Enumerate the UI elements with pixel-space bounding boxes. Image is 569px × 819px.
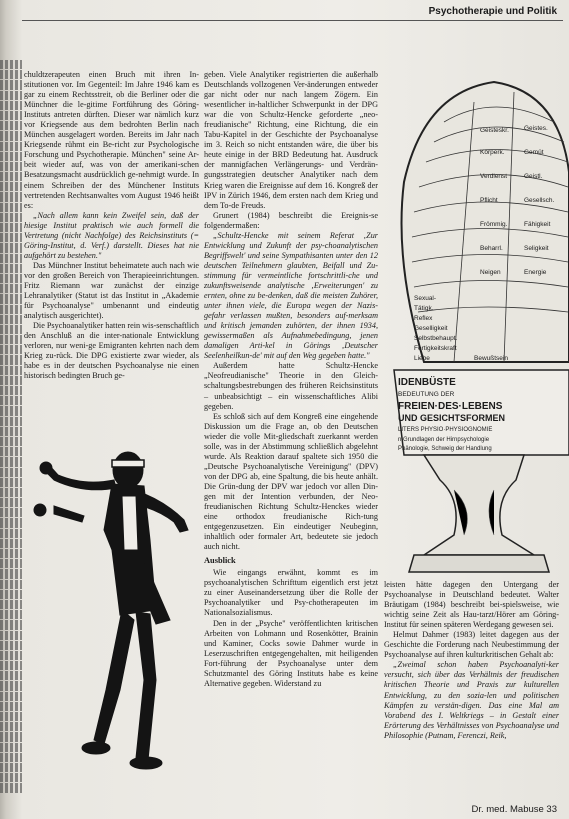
bust-label: Geisteskr. xyxy=(480,127,509,134)
previous-page-edge xyxy=(0,60,22,805)
subheading: Ausblick xyxy=(204,556,236,566)
paragraph: Grunert (1984) beschreibt die Ereignis-se folgendermaßen: xyxy=(204,210,378,230)
paragraph: Helmut Dahmer (1983) leitet dagegen aus der Geschichte die Forderung nach Neubestimmung der Psychoanalyse auf ihren kulturkritischen Gehalt ab: xyxy=(384,630,559,660)
lobe-label: Fertigkeitskraft xyxy=(414,345,457,352)
plaque-line: LITERS PHYSIO·PHYSIOGNOMIE xyxy=(398,427,493,433)
paragraph: geben. Viele Analytiker registrierten die außerhalb Deutschlands vollzogenen Ver-änderungen entweder gar nicht oder nur nach langem Zögern. Ein wesentlicher in-haltlicher Schwerpunkt in der DPG war die von Schultz-Hencke geforderte „neo-freudianische" Richtung, eine Richtung, die ein Tabu-Kapitel in der Geschichte der Psychoanalyse im 3. Reich so nicht entstanden wäre, die über bis heute einige in der BRD Bedeutung hat. Ausdruck der mannigfachen Verlängerungs- und Verdrän-gungsstrategien deutscher Analytiker nach dem Krieg waren die Ereignisse auf dem 16. Kongreß der IPV in Zürich 1946, dem ersten nach dem Krieg und dem To-de Freuds. xyxy=(204,70,378,210)
page-footer: Dr. med. Mabuse 33 xyxy=(471,804,557,815)
quote-paragraph: „Nach allem kann kein Zweifel sein, daß der hiesige Institut praktisch wie auch formell die Vertretung (nicht Nachfolge) des Reichsinstituts (= Göring-Institut, d. Verf.) darstellt. Dieses hat nie aufgehört zu bestehen." xyxy=(24,210,199,260)
column-1 xyxy=(24,70,199,381)
bust-label: Energie xyxy=(524,269,547,276)
bust-label: Verdienst xyxy=(480,173,508,180)
lobe-label: Bewußtsein xyxy=(474,355,508,362)
phrenology-bust-head xyxy=(384,62,569,382)
paragraph: Die Psychoanalytiker hatten rein wis-senschaftlich den Anschluß an die inter-nationale Entwicklung verloren, nur weni-ge Emigranten kehrten nach dem Krieg zu-rück. Die DPG existierte zwar wieder, als habe es in der deutschen Psychoanalyse nie einen historisch bedingten Bruch ge- xyxy=(24,321,199,381)
bust-label: Seligkeit xyxy=(524,245,549,252)
paragraph: Es schloß sich auf dem Kongreß eine eingehende Diskussion um die Frage an, ob den Deutschen wieder die volle Mit-gliedschaft zuerkannt werden solle, was in der Abstimmung schließlich abgelehnt wurde. Als Reaktion darauf spaltete sich 1950 die „Deutsche Psychoanalytische Vereinigung" (DPV) von der DPG ab, eine Spaltung, die bis heute anhält. Die Grün-dung der DPV war jedoch vor allen Din-gen mit der Intention verbunden, der Neo-freudianischen Richtung Schultz-Henckes wieder eine orthodox freudianische Rich-tung entgegenzusetzen. Ein eindeutiger Neubeginn, inhaltlich oder formaler Art, bedeutete sie jedoch auch nicht. xyxy=(204,411,378,552)
plaque-line: BEDEUTUNG DER xyxy=(398,391,455,398)
plaque-line: Phänologie, Schweig der Handlung xyxy=(398,446,492,452)
lobe-label: Selbstbehaupt. xyxy=(414,335,458,342)
quote-paragraph: „Zweimal schon haben Psychoanalyti-ker versucht, sich über das Verhältnis der freudischen kritischen Theorie und Praxis zur kulturellen Entwicklung, zu den sozia-len und politischen Kämpfen zu verstän-digen. Das eine Mal am Vorabend des I. Weltkriegs – in Gestalt einer Erörterung des Verhältnisses von Psychoanalyse und Philosophie (Putnam, Ferenczi, Reik, xyxy=(384,660,559,740)
section-header: Psychotherapie und Politik xyxy=(428,6,557,17)
bust-label: Frömmig. xyxy=(480,221,508,228)
bust-label: Geistes. xyxy=(524,125,548,132)
column-3 xyxy=(384,580,559,741)
paragraph: chuldtzerapeuten einen Bruch mit ihren In-stitutionen vor. Im Gegenteil: Im Jahre 1946 kam es gar zu einem Rechtsstreit, ob die Berliner oder die Münchner die le-gitime Fortführung des Göring-Instituts antreten dürften. Dieser war nämlich kurz vor Kriegsende aus dem bedrohten Berlin nach München ausgelagert worden. Bereits im Jahr nach Kriegsende rühmt ein Be-richt zur Psychologische Forschung und Psychotherapie. München" seine Ar-beit wieder auf, was von der amerikani-schen Besatzungsmacht ausdrücklich ge-nehmigt wurde. In einem Schreiben der des Münchener Instituts vertretenden Rechtsanwaltes vom August 1946 heißt es: xyxy=(24,70,199,210)
bust-label: Körperk. xyxy=(480,149,505,156)
plaque-line: FREIEN·DES·LEBENS xyxy=(398,401,503,412)
blindfolded-dancer-illustration xyxy=(24,410,200,805)
bust-label: Gemüt xyxy=(524,149,544,156)
bust-label: Beharrl. xyxy=(480,245,503,252)
paragraph: Das Münchner Institut beheimatete auch nach wie vor den großen Bereich von Therapieeinrichtungen. Fritz Riemann war zunächst der einzige Lehranalytiker (Statut ist das Institut in „Akademie für Psychoanalyse" umbenannt und eindeutig analytisch ausgerichtet). xyxy=(24,260,199,321)
bust-label: Neigen xyxy=(480,269,501,276)
plaque-line: n Grundlagen der Hirnpsychologie xyxy=(398,437,490,443)
quote-paragraph: „Schultz-Hencke mit seinem Referat ‚Zur Entwicklung und Zukunft der psy-choanalytischen Begriffswelt' und seine Sympathisanten unter den 12 deutschen Teilnehmern glaubten, Beifall und Zu-stimmung für vermeintliche fortschrittli-che und zukunftsweisende analytische ‚Erweiterungen' zu ernten, ohne zu be-denken, daß die meisten Zuhörer, unter ihnen viele, die Europa wegen der Nazis-gefahr verlassen mußten, besonders auf-merksam und kritisch jemanden zuhörten, der ihnen 1934, gewissermaßen als Aufnahmebedingung, jenen damaligen Arti-kel in Görings ‚Deutscher Seelenheilkun-de' mit auf den Weg gegeben hatte." xyxy=(204,230,378,361)
paragraph: Den in der „Psyche" veröffentlichten kritischen Arbeiten von Lohmann und Rosenkötter, Brainin und Kaminer, Cocks sowie Dahmer wurde in Leserzuschriften entgegengehalten, mit heiligenden Fort-führung der Psychoanalyse unter dem Schutzmantel des Göring Instituts habe es keine Alternative gegeben. Widerstand zu xyxy=(204,618,378,688)
lobe-label: Liebe xyxy=(414,355,430,362)
lobe-label: Sexual- xyxy=(414,295,437,302)
lobe-label: Tätigk. xyxy=(414,305,434,312)
paragraph: leisten hätte dagegen den Untergang der Psychoanalyse in Deutschland bedeutet. Walter Bräutigam (1984) beschreibt bei-spielsweise, wie wichtig seine Zeit als Hau-tarzt/Hörer am Göring-Institut für seinen späteren Werdegang gewesen sei. xyxy=(384,580,559,630)
bust-label: Pflicht xyxy=(480,197,498,204)
plaque-line: UND GESICHTSFORMEN xyxy=(398,413,506,423)
lobe-label: Geselligkeit xyxy=(414,325,448,332)
bust-label: Fähigkeit xyxy=(524,221,551,228)
plaque-line: IDENBÜSTE xyxy=(398,377,456,388)
bust-label: Gesellsch. xyxy=(524,197,555,204)
lobe-label: Reflex xyxy=(414,315,433,322)
paragraph: Wie eingangs erwähnt, kommt es im psychoanalytischen Schrifttum eigentlich erst jetzt zu einer Auseinandersetzung über die Rolle der Psychoanalytiker und Psy-chotherapeuten im Nationalsozialismus. xyxy=(204,568,378,618)
column-2 xyxy=(204,70,378,689)
header-rule xyxy=(22,20,563,21)
bust-plinth xyxy=(384,360,569,575)
paragraph: Außerdem hatte Schultz-Hencke „Neofreudianische" Theorie in den Gleich-schaltungsbestrebungen des früheren Reichsinstituts – unbeabsichtigt – ein wissenschaftliches Alibi gegeben. xyxy=(204,361,378,411)
bust-label: Geistl. xyxy=(524,173,543,180)
